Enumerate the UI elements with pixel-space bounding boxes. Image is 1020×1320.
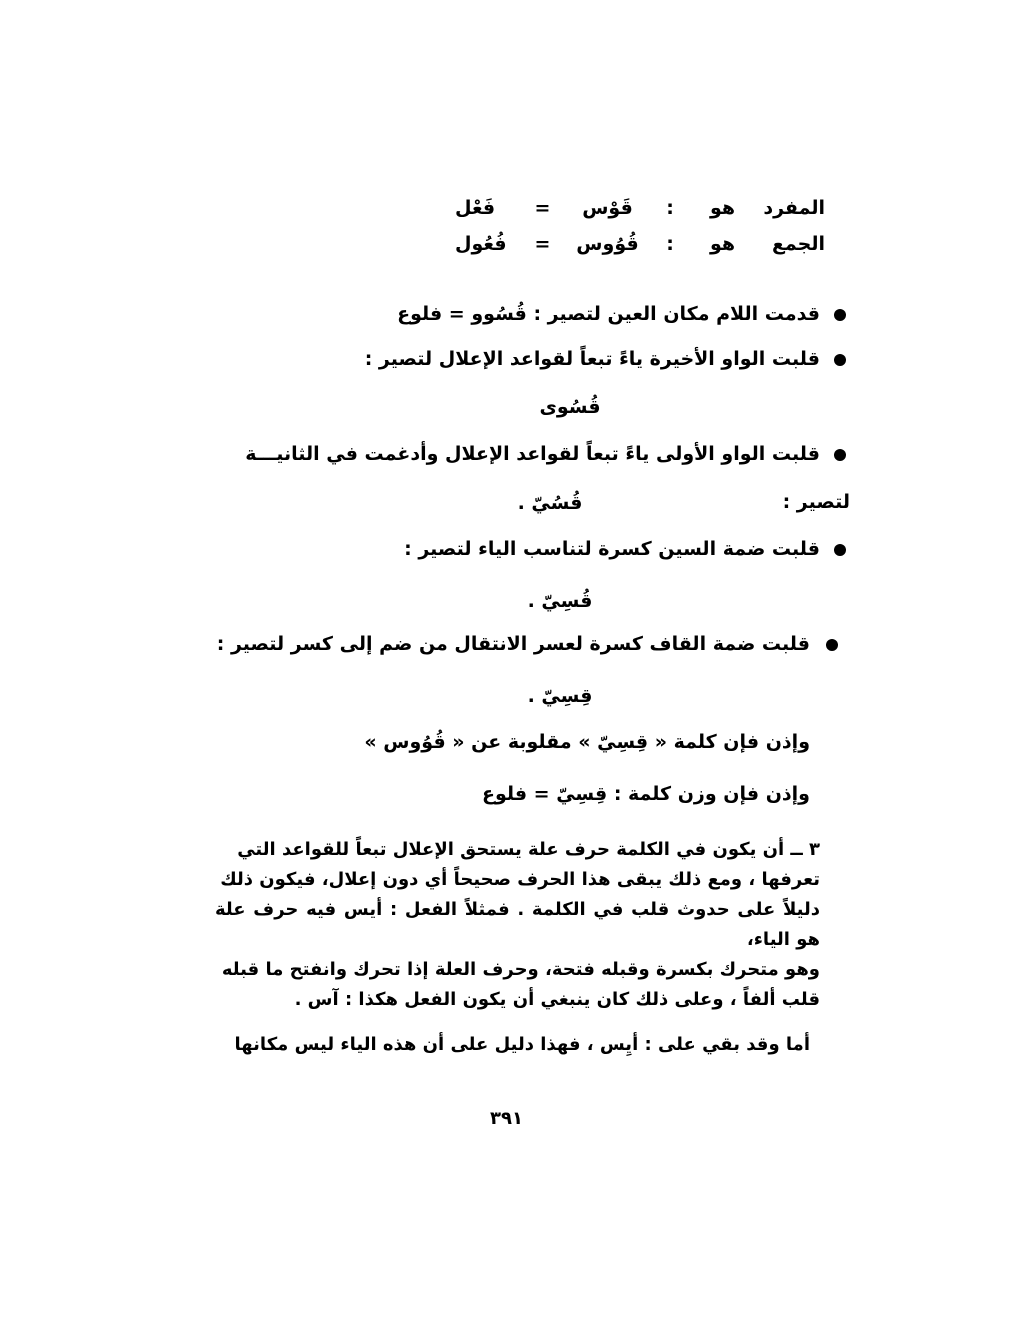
step-4-result: قُسِيّ . bbox=[527, 590, 593, 612]
step-2-result: قُسُوى bbox=[539, 396, 601, 418]
row-eq: = bbox=[534, 233, 551, 255]
row-form: قَوْس bbox=[582, 197, 633, 219]
row-colon: : bbox=[666, 233, 674, 255]
table-row-singular bbox=[455, 197, 825, 219]
bullet-icon bbox=[834, 309, 846, 321]
row-pattern: فَعْل bbox=[455, 197, 496, 219]
page-number: ٣٩١ bbox=[490, 1108, 523, 1129]
paragraph-4 bbox=[215, 1030, 810, 1060]
step-5-text: قلبت ضمة القاف كسرة لعسر الانتقال من ضم إلى كسر لتصير : bbox=[216, 633, 810, 655]
step-3-text: قلبت الواو الأولى ياءً تبعاً لقواعد الإعلال وأدغمت في الثانيـــة bbox=[245, 443, 820, 465]
paragraph-line: دليلاً على حدوث قلب في الكلمة . فمثلاً الفعل : أيس فيه حرف علة هو الياء، bbox=[215, 899, 820, 950]
row-label: الجمع bbox=[771, 233, 825, 255]
row-hu: هو bbox=[709, 233, 736, 255]
step-4-text: قلبت ضمة السين كسرة لتناسب الياء لتصير : bbox=[404, 538, 820, 560]
step-3-continuation: لتصير : bbox=[782, 491, 850, 513]
bullet-icon bbox=[834, 544, 846, 556]
paragraph-line: تعرفها ، ومع ذلك يبقى هذا الحرف صحيحاً أي دون إعلال، فيكون ذلك bbox=[220, 869, 820, 890]
row-eq: = bbox=[534, 197, 551, 219]
bullet-icon bbox=[834, 449, 846, 461]
step-5-result: قِسِيّ . bbox=[527, 685, 593, 707]
bullet-icon bbox=[834, 354, 846, 366]
row-pattern: فُعُول bbox=[455, 233, 507, 255]
row-form: قُوُوس bbox=[576, 233, 639, 255]
row-label: المفرد bbox=[763, 197, 825, 219]
conclusion-1: وإذن فإن كلمة « قِسِيّ » مقلوبة عن « قُوُوس » bbox=[364, 731, 810, 753]
conclusion-2: وإذن فإن وزن كلمة : قِسِيّ = فلوع bbox=[481, 783, 810, 805]
paragraph-line: ٣ ــ أن يكون في الكلمة حرف علة يستحق الإعلال تبعاً للقواعد التي bbox=[237, 839, 820, 860]
table-row-plural bbox=[455, 233, 825, 255]
bullet-icon bbox=[826, 639, 838, 651]
paragraph-3 bbox=[215, 835, 820, 1015]
step-3-result: قُسُيّ . bbox=[517, 492, 583, 514]
row-colon: : bbox=[666, 197, 674, 219]
paragraph-line: أما وقد بقي على : أيِس ، فهذا دليل على أن هذه الياء ليس مكانها bbox=[234, 1034, 810, 1055]
row-hu: هو bbox=[709, 197, 736, 219]
paragraph-line: قلب ألفاً ، وعلى ذلك كان ينبغي أن يكون الفعل هكذا : آس . bbox=[294, 989, 820, 1010]
paragraph-line: وهو متحرك بكسرة وقبله فتحة، وحرف العلة إذا تحرك وانفتح ما قبله bbox=[221, 959, 820, 980]
step-1-text: قدمت اللام مكان العين لتصير : قُسُوو = فلوع bbox=[397, 303, 820, 325]
step-2-text: قلبت الواو الأخيرة ياءً تبعاً لقواعد الإعلال لتصير : bbox=[364, 348, 820, 370]
